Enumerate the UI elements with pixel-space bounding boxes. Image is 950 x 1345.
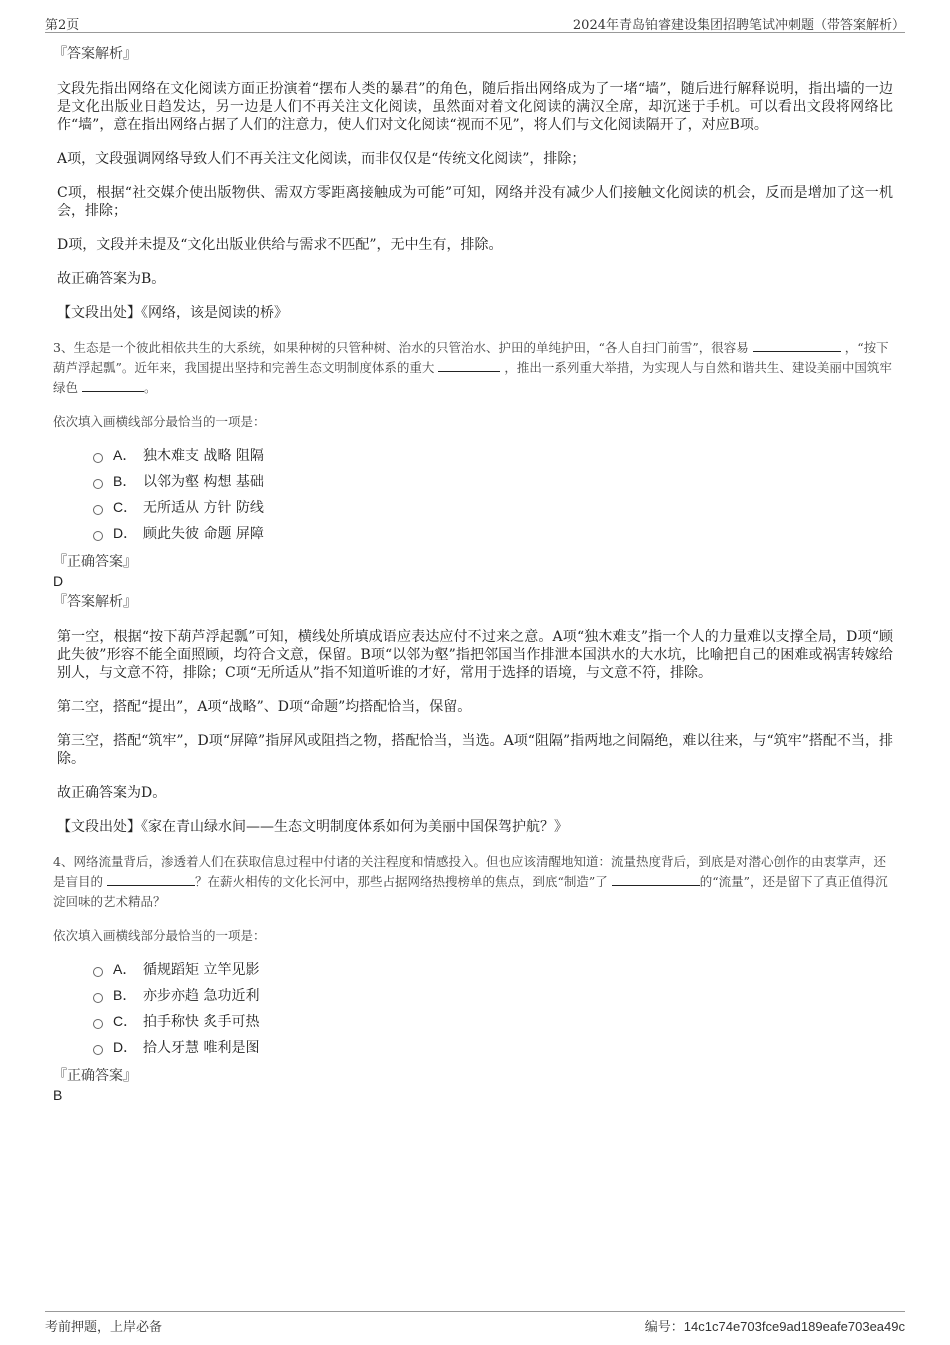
stem-text: ，“按下葫芦浮起瓢”。近年来，我国提出坚持和完善生态文明制度体系的重大 [53, 340, 889, 375]
answer-blank [107, 873, 195, 886]
radio-icon[interactable] [93, 993, 103, 1003]
stem-text: 4、网络流量背后，渗透着人们在获取信息过程中付诸的关注程度和情感投入。但也应该清醒地知道：流量热度背后，到底是对潜心创作的由衷掌声，还是盲目的 [53, 854, 886, 889]
question-4 [53, 852, 893, 1104]
analysis-label: 『答案解析』 [53, 594, 137, 610]
option-list [93, 442, 893, 546]
question-prompt: 依次填入画横线部分最恰当的一项是： [53, 414, 266, 429]
question-stem [53, 852, 893, 912]
document-code [645, 1316, 905, 1335]
radio-icon[interactable] [93, 505, 103, 515]
correct-answer-label: 『正确答案』 [53, 1068, 137, 1084]
answer-blank [438, 359, 500, 372]
stem-text: ，推出一系列重大举措，为实现人与自然和谐共生、建设美丽中国筑牢绿色 [53, 360, 892, 395]
stem-text: 。 [144, 380, 157, 395]
analysis-conclusion: 故正确答案为B。 [57, 271, 166, 287]
radio-icon[interactable] [93, 531, 103, 541]
option-list [93, 956, 893, 1060]
page-content [53, 44, 893, 1104]
correct-answer: D [53, 573, 64, 589]
page-number: 第2页 [45, 18, 80, 33]
radio-icon[interactable] [93, 1045, 103, 1055]
option-a[interactable]: A． 循规蹈矩 立竿见影 [93, 956, 893, 982]
analysis-paragraph: 第三空，搭配“筑牢”，D项“屏障”指屏风或阻挡之物，搭配恰当，当选。A项“阻隔”指两地之间隔绝，难以往来，与“筑牢”搭配不当，排除。 [57, 733, 893, 767]
analysis-label: 『答案解析』 [53, 46, 137, 62]
radio-icon[interactable] [93, 453, 103, 463]
page-header [45, 12, 905, 33]
source-citation: 【文段出处】《家在青山绿水间——生态文明制度体系如何为美丽中国保驾护航？》 [57, 819, 568, 835]
analysis-paragraph: 第一空，根据“按下葫芦浮起瓢”可知，横线处所填成语应表达应付不过来之意。A项“独木难支”指一个人的力量难以支撑全局，D项“顾此失彼”形容不能全面照顾，均符合文意，保留。B项“以邻为壑”指把邻国当作排泄本国洪水的大水坑，比喻把自己的困难或祸害转嫁给别人，与文意不符，排除；C项“无所适从”指不知道听谁的才好，常用于选择的语境，与文意不符，排除。 [57, 629, 893, 681]
prev-question-analysis [53, 44, 893, 322]
source-citation: 【文段出处】《网络，该是阅读的桥》 [57, 305, 288, 321]
answer-blank [612, 873, 700, 886]
stem-text: 3、生态是一个彼此相依共生的大系统，如果种树的只管种树、治水的只管治水、护田的单纯护田，“各人自扫门前雪”，很容易 [53, 340, 749, 355]
option-d[interactable]: D． 顾此失彼 命题 屏障 [93, 520, 893, 546]
footer-slogan: 考前押题，上岸必备 [45, 1320, 163, 1335]
analysis-paragraph: 第二空，搭配“提出”，A项“战略”、D项“命题”均搭配恰当，保留。 [57, 699, 472, 715]
code-value: 14c1c74e703fce9ad189eafe703ea49c [683, 1319, 905, 1334]
radio-icon[interactable] [93, 967, 103, 977]
analysis-paragraph: C项，根据“社交媒介使出版物供、需双方零距离接触成为可能”可知，网络并没有减少人们接触文化阅读的机会，反而是增加了这一机会，排除； [57, 185, 893, 219]
question-stem [53, 338, 893, 398]
correct-answer-label: 『正确答案』 [53, 554, 137, 570]
option-d[interactable]: D． 拾人牙慧 唯利是图 [93, 1034, 893, 1060]
answer-blank [753, 339, 841, 352]
option-a[interactable]: A． 独木难支 战略 阻隔 [93, 442, 893, 468]
answer-blank [82, 379, 144, 392]
correct-answer: B [53, 1087, 63, 1103]
option-c[interactable]: C． 无所适从 方针 防线 [93, 494, 893, 520]
document-title: 2024年青岛铂睿建设集团招聘笔试冲刺题（带答案解析） [572, 18, 905, 33]
question-3 [53, 338, 893, 612]
stem-text: ？在薪火相传的文化长河中，那些占据网络热搜榜单的焦点，到底“制造”了 [195, 874, 608, 889]
analysis-paragraph: A项，文段强调网络导致人们不再关注文化阅读，而非仅仅是“传统文化阅读”，排除； [57, 151, 586, 167]
analysis-paragraph: 文段先指出网络在文化阅读方面正扮演着“摆布人类的暴君”的角色，随后指出网络成为了一堵“墙”，随后进行解释说明，指出墙的一边是文化出版业日趋发达，另一边是人们不再关注文化阅读，虽然面对着文化阅读的满汉全席，却沉迷于手机。可以看出文段将网络比作“墙”，意在指出网络占据了人们的注意力，使人们对文化阅读“视而不见”，将人们与文化阅读隔开了，对应B项。 [57, 81, 893, 133]
page-footer [45, 1311, 905, 1336]
code-label: 编号： [644, 1320, 684, 1335]
option-c[interactable]: C． 拍手称快 炙手可热 [93, 1008, 893, 1034]
question-prompt: 依次填入画横线部分最恰当的一项是： [53, 928, 266, 943]
option-b[interactable]: B． 以邻为壑 构想 基础 [93, 468, 893, 494]
question-3-analysis [57, 628, 893, 836]
radio-icon[interactable] [93, 479, 103, 489]
analysis-paragraph: D项，文段并未提及“文化出版业供给与需求不匹配”，无中生有，排除。 [57, 237, 503, 253]
radio-icon[interactable] [93, 1019, 103, 1029]
option-b[interactable]: B． 亦步亦趋 急功近利 [93, 982, 893, 1008]
analysis-conclusion: 故正确答案为D。 [57, 785, 167, 801]
stem-text: 的“流量”，还是留下了真正值得沉淀回味的艺术精品？ [53, 874, 888, 909]
